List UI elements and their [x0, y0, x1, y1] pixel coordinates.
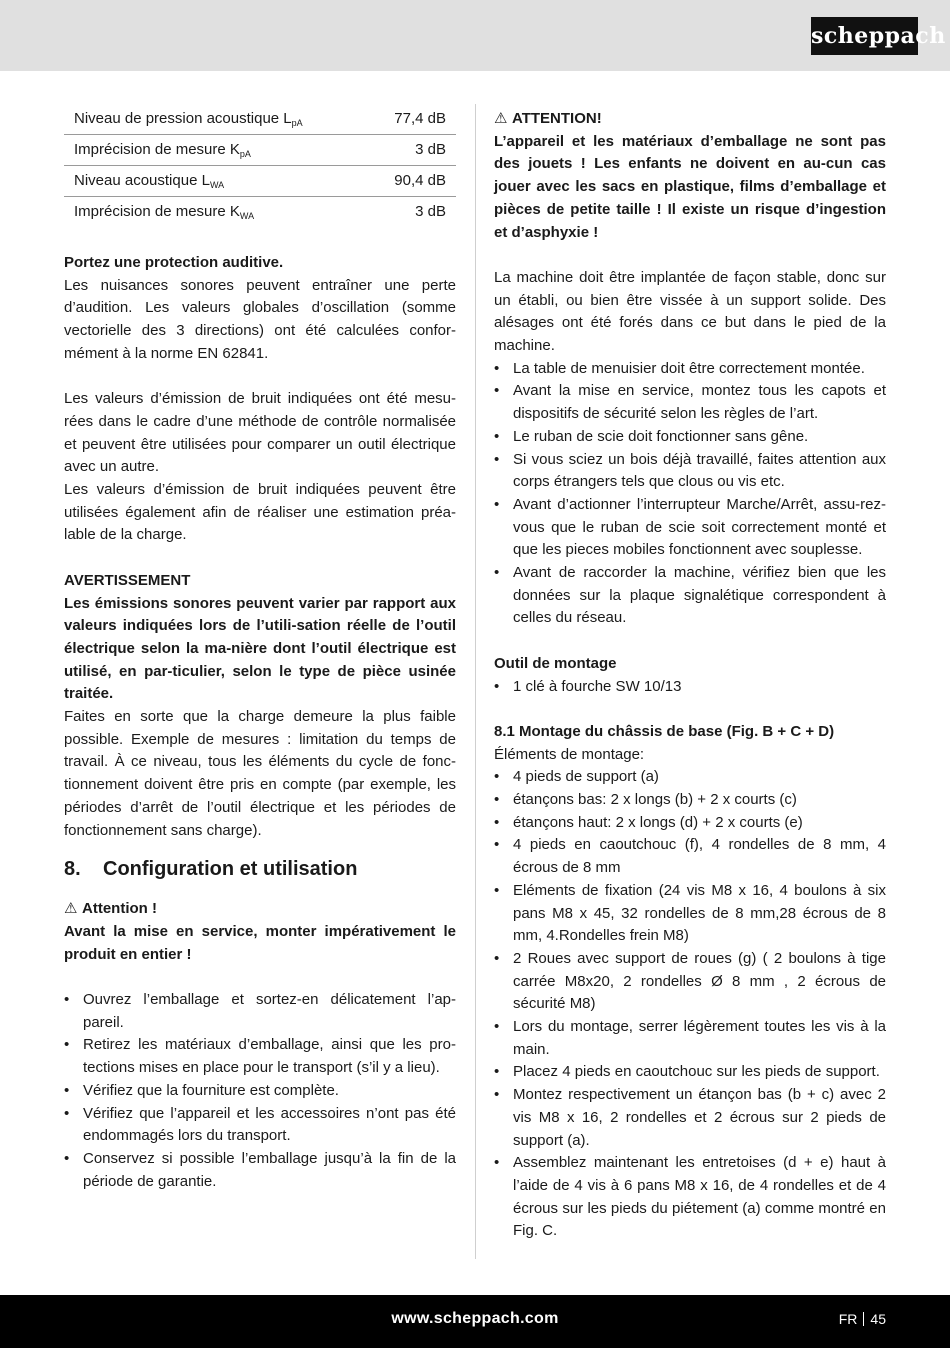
spec-label-subscript: pA [291, 117, 303, 128]
list-item: • Avant de raccorder la machine, vérifiez bien que les données sur la plaque signalétique correspondent à celles du réseau. [494, 562, 886, 630]
spec-value: 77,4 dB [368, 104, 456, 135]
list-item: • Assemblez maintenant les entretoises (d + e) haut à l’aide de 4 vis à 6 pans M8 x 16, de 4 rondelles et de 4 écrous sur les pieds du piétement (a) comme montré en Fig. C. [494, 1152, 886, 1243]
list-item: • Vérifiez que l’appareil et les accessoires n’ont pas été endommagés lors du transport. [64, 1103, 456, 1148]
list-item: • Si vous sciez un bois déjà travaillé, faites attention aux corps étrangers tels que clous ou vis etc. [494, 449, 886, 494]
list-item: • Montez respectivement un étançon bas (b + c) avec 2 vis M8 x 16, 2 rondelles et 2 écrous sur 2 pieds de support (a). [494, 1084, 886, 1152]
list-item: • Conservez si possible l’emballage jusqu’à la fin de la période de garantie. [64, 1148, 456, 1193]
warning-triangle-icon: ⚠ [64, 900, 78, 918]
list-item: • Avant la mise en service, montez tous les capots et dispositifs de sécurité selon les règles de l’art. [494, 380, 886, 425]
spec-row [64, 135, 456, 166]
spec-label [64, 166, 368, 197]
unpacking-list [64, 989, 456, 1193]
installation-text: La machine doit être implantée de façon stable, donc sur un établi, ou bien être vissée à un support solide. Des alésages ont été forés dans ce but dans le pied de la machine. [494, 268, 886, 355]
right-column [494, 104, 886, 1243]
list-item: • Retirez les matériaux d’emballage, ainsi que les pro-tections mises en place pour le transport (s’il y a lieu). [64, 1034, 456, 1079]
spec-label-subscript: WA [209, 179, 225, 190]
spec-row [64, 166, 456, 197]
list-item: • 1 clé à fourche SW 10/13 [494, 676, 886, 699]
spec-value: 3 dB [368, 135, 456, 166]
spec-label-text: Niveau de pression acoustique L [74, 109, 292, 127]
spec-label-subscript: WA [239, 210, 255, 221]
noise-paragraph-1: Les valeurs d’émission de bruit indiquées ont été mesu-rées dans le cadre d’une méthode de contrôle normalisée et peuvent être utilisées pour comparer un outil électrique avec un autre. [64, 390, 456, 476]
spec-label-text: Imprécision de mesure K [74, 202, 240, 220]
list-item: • Placez 4 pieds en caoutchouc sur les pieds de support. [494, 1061, 886, 1084]
spec-label [64, 135, 368, 166]
warning-triangle-icon: ⚠ [494, 110, 508, 127]
attention-heading [64, 898, 456, 921]
hearing-protection-text: Les nuisances sonores peuvent entraîner une perte d’audition. Les valeurs globales d’oscillation (somme vectorielle des 3 directions) ont été calculées confor-mément à la norme EN 62841. [64, 276, 456, 362]
language-code: FR [838, 1311, 858, 1327]
list-item: • 2 Roues avec support de roues (g) ( 2 boulons à tige carrée M8x20, 2 rondelles Ø 8 mm , 2 écrous de sécurité M8) [494, 948, 886, 1016]
list-item: • étançons bas: 2 x longs (b) + 2 x courts (c) [494, 789, 886, 812]
noise-specs-table [64, 104, 456, 227]
tool-title: Outil de montage [494, 654, 617, 672]
attention-heading-right [494, 108, 886, 131]
warning-text: Faites en sorte que la charge demeure la plus faible possible. Exemple de mesures : limitation du temps de travail. À ce niveau, tous les éléments du cycle de fonc-tionnement doivent être pris en compte (par exemple, les périodes d’arrêt de l’outil électrique et les périodes de fonctionnement sans charge). [64, 708, 456, 839]
spec-value: 3 dB [415, 202, 446, 220]
list-item: • Vérifiez que la fourniture est complète. [64, 1080, 456, 1103]
website-link[interactable]: www.scheppach.com [391, 1310, 559, 1327]
page-indicator [839, 1295, 886, 1348]
section-heading [64, 856, 456, 882]
assembly-title: 8.1 Montage du châssis de base (Fig. B + C + D) [494, 722, 835, 740]
list-item: • Le ruban de scie doit fonctionner sans gêne. [494, 426, 886, 449]
list-item: • étançons haut: 2 x longs (d) + 2 x courts (e) [494, 812, 886, 835]
spec-row [64, 104, 456, 135]
page-header [0, 0, 950, 71]
spec-value: 90,4 dB [368, 166, 456, 197]
installation-list [494, 358, 886, 630]
assembly-subtitle: Éléments de montage: [494, 745, 645, 763]
attention-title: Attention ! [82, 900, 157, 918]
spec-label-subscript: pA [239, 148, 251, 159]
list-item: • 4 pieds de support (a) [494, 766, 886, 789]
spec-row [64, 197, 456, 228]
attention-text-right: L’appareil et les matériaux d’emballage ne sont pas des jouets ! Les enfants ne doivent en au-cun cas jouer avec les sacs en plastique, films d’emballage et pièces de petite taille ! Il existe un risque d’ingestion et d’asphyxie ! [494, 132, 886, 241]
tool-list [494, 676, 886, 699]
list-item: • La table de menuisier doit être correctement montée. [494, 358, 886, 381]
left-column [64, 104, 456, 1193]
page-footer [0, 1295, 950, 1348]
attention-text: Avant la mise en service, monter impérativement le produit en entier ! [64, 922, 456, 963]
spec-label-text: Imprécision de mesure K [74, 140, 240, 158]
attention-title-right: ATTENTION! [512, 110, 602, 127]
hearing-protection-title: Portez une protection auditive. [64, 254, 284, 271]
spec-label-text: Niveau acoustique L [74, 171, 210, 189]
assembly-list [494, 766, 886, 1243]
section-number: 8. [64, 858, 81, 881]
list-item: • Ouvrez l’emballage et sortez-en délicatement l’ap-pareil. [64, 989, 456, 1034]
spec-label [64, 197, 368, 228]
list-item: • 4 pieds en caoutchouc (f), 4 rondelles de 8 mm, 4 écrous de 8 mm [494, 834, 886, 879]
warning-title: AVERTISSEMENT [64, 571, 191, 589]
noise-paragraph-2: Les valeurs d’émission de bruit indiquées peuvent être utilisées également afin de réaliser une estimation préa-lable de la charge. [64, 481, 456, 544]
section-title: Configuration et utilisation [103, 858, 358, 881]
list-item: • Eléments de fixation (24 vis M8 x 16, 4 boulons à six pans M8 x 45, 32 rondelles de 8 mm,28 écrous de 8 mm, 4.Rondelles frein M8) [494, 880, 886, 948]
page-number: 45 [870, 1311, 886, 1327]
column-divider [475, 104, 476, 1259]
list-item: • Avant d’actionner l’interrupteur Marche/Arrêt, assu-rez-vous que le ruban de scie soit correctement monté et que les pieces mobiles fonctionnent avec souplesse. [494, 494, 886, 562]
brand-logo: scheppach [811, 17, 918, 55]
warning-bold-text: Les émissions sonores peuvent varier par rapport aux valeurs indiquées lors de l’utili-sation réelle de l’outil électrique selon la ma-nière dont l’outil électrique est utilisé, en par-ticulier, selon le type de pièce usinée traitée. [64, 594, 456, 703]
list-item: • Lors du montage, serrer légèrement toutes les vis à la main. [494, 1016, 886, 1061]
spec-label [64, 104, 368, 135]
